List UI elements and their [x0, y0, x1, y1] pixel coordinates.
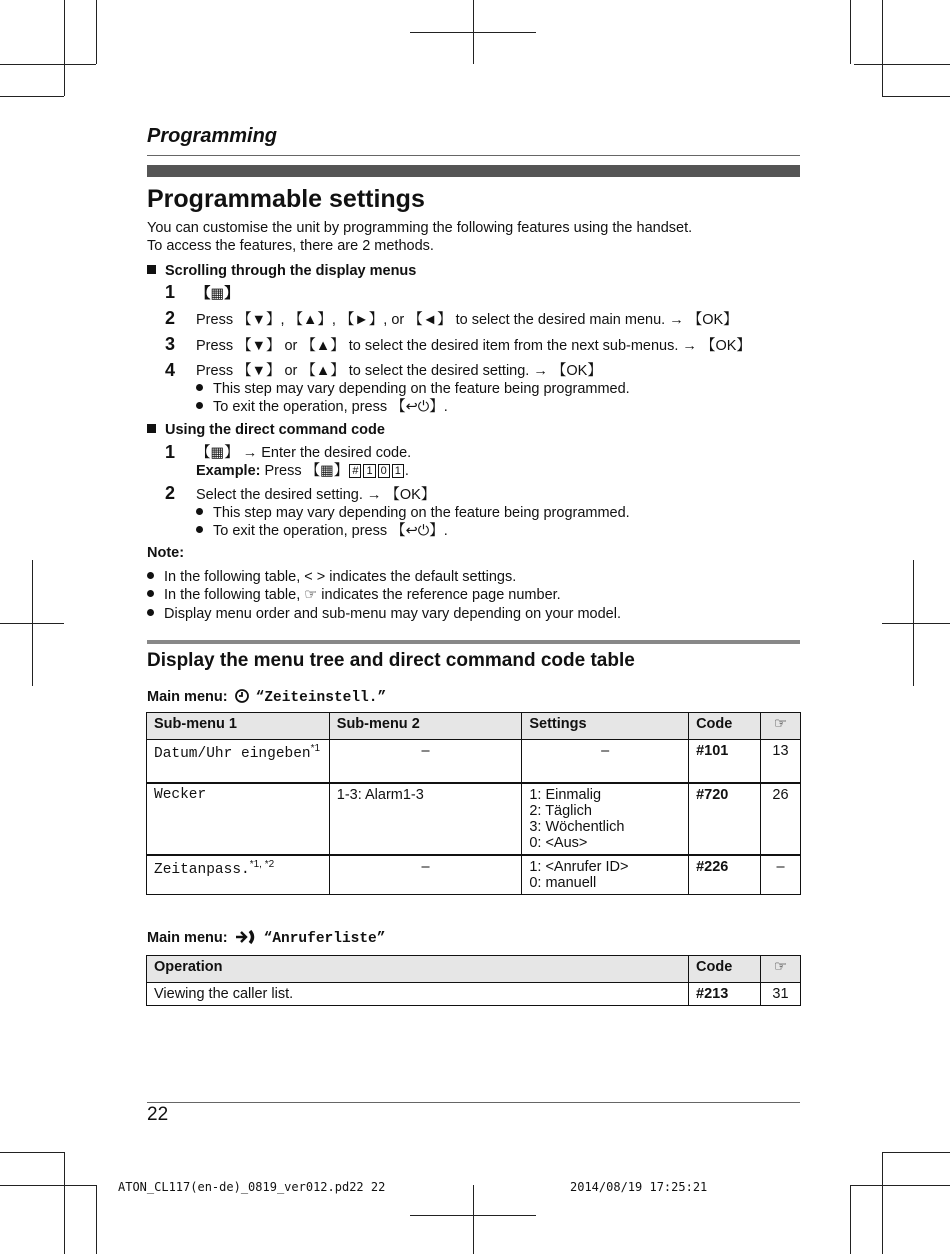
bullet-dot-icon — [147, 572, 154, 579]
title-bar — [147, 165, 800, 177]
crop-mark — [850, 0, 851, 64]
sub-menu-2-cell: 1-3: Alarm1-3 — [329, 783, 522, 855]
crop-mark — [96, 1185, 97, 1254]
table-header-row — [147, 713, 801, 740]
crop-mark — [850, 1185, 950, 1186]
intro-line: To access the features, there are 2 methods. — [147, 238, 434, 254]
step-number: 4 — [165, 360, 176, 380]
header-cell: Code — [689, 713, 761, 740]
header-cell: Operation — [147, 956, 689, 983]
bullet-item: This step may vary depending on the feature being programmed. — [196, 504, 630, 522]
page-number: 22 — [147, 1104, 169, 1125]
method-heading: Scrolling through the display menus — [147, 262, 416, 280]
step-text: 【▦】 → Enter the desired code. — [196, 445, 412, 461]
header-cell: Code — [689, 956, 761, 983]
bullet-dot-icon — [147, 609, 154, 616]
menu-key: 【▦】 — [196, 286, 239, 302]
table-header-row — [147, 956, 801, 983]
crop-mark — [882, 96, 950, 97]
settings-cell: 1: Einmalig 2: Täglich 3: Wöchentlich 0: <Aus> — [522, 783, 689, 855]
caller-list-icon — [235, 929, 257, 945]
bullet-item: To exit the operation, press 【↩⏻】. — [196, 522, 448, 540]
crop-mark — [882, 623, 950, 624]
bullet-item: To exit the operation, press 【↩⏻】. — [196, 398, 448, 416]
key-1: 1 — [363, 464, 375, 478]
sub-menu-2-cell: – — [329, 855, 522, 895]
bullet-dot-icon — [196, 508, 203, 515]
crop-mark — [0, 64, 96, 65]
settings-cell: 1: <Anrufer ID> 0: manuell — [522, 855, 689, 895]
settings-cell: – — [522, 740, 689, 784]
step-text: Press 【▼】, 【▲】, 【►】, or 【◄】 to select the desired main menu. → 【OK】 — [196, 312, 738, 328]
sub-menu-1-cell: Datum/Uhr eingeben$^{*1}$ — [147, 740, 330, 784]
operation-cell: Viewing the caller list. — [147, 983, 689, 1006]
code-cell: #226 — [689, 855, 761, 895]
bullet-dot-icon — [147, 590, 154, 597]
table-row — [147, 740, 801, 784]
caller-list-table — [146, 955, 801, 1006]
step-number: 2 — [165, 483, 176, 503]
header-cell: Settings — [522, 713, 689, 740]
step-number: 3 — [165, 334, 176, 354]
bullet-dot-icon — [196, 526, 203, 533]
table1-caption: Main menu: “Zeiteinstell.” — [147, 689, 387, 706]
section-header: Programming — [147, 125, 278, 147]
step-text: Press 【▼】 or 【▲】 to select the desired setting. → 【OK】 — [196, 363, 602, 379]
crop-mark — [0, 1152, 64, 1153]
crop-mark — [882, 0, 883, 96]
code-cell: #720 — [689, 783, 761, 855]
footer-rule — [147, 1102, 800, 1103]
code-cell: #101 — [689, 740, 761, 784]
step-number: 1 — [165, 442, 176, 462]
reference-page-icon: ☞ — [760, 713, 800, 740]
crop-mark — [473, 0, 474, 64]
code-cell: #213 — [689, 983, 761, 1006]
key-hash: # — [349, 464, 361, 478]
note-item: Display menu order and sub-menu may vary depending on your model. — [147, 605, 621, 623]
bullet-dot-icon — [196, 384, 203, 391]
menu-table — [146, 712, 801, 895]
print-slug-date: 2014/08/19 17:25:21 — [570, 1180, 708, 1194]
page-ref-cell: 13 — [760, 740, 800, 784]
crop-mark — [32, 560, 33, 686]
square-bullet-icon — [147, 265, 156, 274]
step-text: Press 【▼】 or 【▲】 to select the desired item from the next sub-menus. → 【OK】 — [196, 338, 751, 354]
bullet-dot-icon — [196, 402, 203, 409]
method-heading: Using the direct command code — [147, 421, 385, 439]
crop-mark — [882, 1152, 950, 1153]
note-item: In the following table, < > indicates the default settings. — [147, 568, 516, 586]
table-row — [147, 783, 801, 855]
crop-mark — [854, 64, 950, 65]
example-line: Example: Press 【▦】 # 1 0 1 . — [196, 463, 409, 479]
key-0: 0 — [378, 464, 390, 478]
note-item: In the following table, ☞ indicates the reference page number. — [147, 586, 561, 604]
step-number: 2 — [165, 308, 176, 328]
section-rule — [147, 640, 800, 644]
table-row — [147, 855, 801, 895]
page-ref-cell: – — [760, 855, 800, 895]
note-label: Note: — [147, 545, 185, 561]
page-ref-cell: 31 — [761, 983, 801, 1006]
step-text: Select the desired setting. → 【OK】 — [196, 487, 436, 503]
table2-caption: Main menu: “Anruferliste” — [147, 930, 386, 947]
crop-mark — [913, 560, 914, 686]
reference-page-icon: ☞ — [761, 956, 801, 983]
page-ref-cell: 26 — [760, 783, 800, 855]
header-cell: Sub-menu 2 — [329, 713, 522, 740]
clock-icon — [235, 689, 249, 703]
crop-mark — [882, 1152, 883, 1254]
crop-mark — [0, 1185, 96, 1186]
sub-menu-1-cell: Zeitanpass.$^{*1, *2}$ — [147, 855, 330, 895]
crop-mark — [850, 1185, 851, 1254]
bullet-item: This step may vary depending on the feature being programmed. — [196, 380, 630, 398]
sub-menu-2-cell: – — [329, 740, 522, 784]
table-row — [147, 983, 801, 1006]
print-slug-file: ATON_CL117(en-de)_0819_ver012.pd22 22 — [118, 1180, 386, 1194]
step-number: 1 — [165, 282, 176, 302]
intro-line: You can customise the unit by programming the following features using the handset. — [147, 220, 693, 236]
crop-mark — [64, 1152, 65, 1254]
section-title: Display the menu tree and direct command code table — [147, 650, 635, 671]
crop-mark — [0, 96, 64, 97]
sub-menu-1-cell: Wecker — [147, 783, 330, 855]
crop-mark — [473, 1185, 474, 1254]
key-1: 1 — [392, 464, 404, 478]
header-rule — [147, 155, 800, 156]
header-cell: Sub-menu 1 — [147, 713, 330, 740]
crop-mark — [96, 0, 97, 64]
crop-mark — [64, 0, 65, 96]
square-bullet-icon — [147, 424, 156, 433]
page-title: Programmable settings — [147, 185, 425, 213]
